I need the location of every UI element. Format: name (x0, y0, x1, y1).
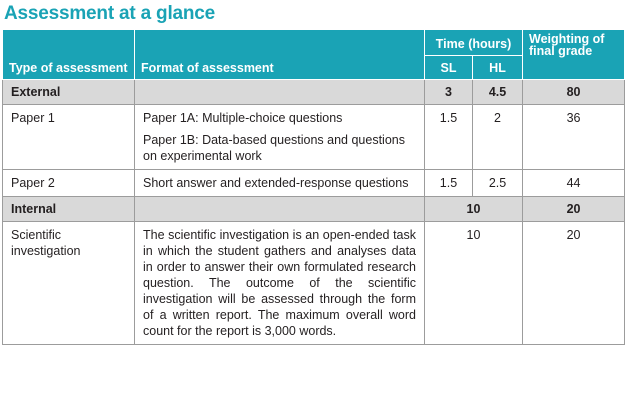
header-sl: SL (425, 56, 473, 80)
assessment-table (2, 29, 625, 345)
investigation-label: Scientific investigation (3, 222, 135, 345)
paper2-format: Short answer and extended-response questions (135, 170, 425, 197)
external-format (135, 80, 425, 105)
paper2-hl: 2.5 (473, 170, 523, 197)
paper1-format (135, 105, 425, 170)
paper1-sl: 1.5 (425, 105, 473, 170)
investigation-format: The scientific investigation is an open-ended task in which the student gathers and analyses data in order to answer their own formulated research question. The outcome of the scientific investigation will be assessed through the form of a written report. The maximum overall word count for the report is 3,000 words. (135, 222, 425, 345)
paper2-weight: 44 (523, 170, 625, 197)
table-row-paper2 (3, 170, 625, 197)
investigation-time: 10 (425, 222, 523, 345)
internal-time: 10 (425, 197, 523, 222)
paper1-hl: 2 (473, 105, 523, 170)
table-row-paper1 (3, 105, 625, 170)
paper2-label: Paper 2 (3, 170, 135, 197)
paper1-label: Paper 1 (3, 105, 135, 170)
table-row-internal (3, 197, 625, 222)
external-hl: 4.5 (473, 80, 523, 105)
table-row-investigation (3, 222, 625, 345)
investigation-weight: 20 (523, 222, 625, 345)
header-hl: HL (473, 56, 523, 80)
paper2-sl: 1.5 (425, 170, 473, 197)
external-sl: 3 (425, 80, 473, 105)
header-weighting: Weighting of final grade (523, 30, 625, 80)
table-row-external (3, 80, 625, 105)
paper1-format-a: Paper 1A: Multiple-choice questions (143, 111, 343, 125)
paper1-weight: 36 (523, 105, 625, 170)
internal-label: Internal (3, 197, 135, 222)
internal-weight: 20 (523, 197, 625, 222)
external-weight: 80 (523, 80, 625, 105)
external-label: External (3, 80, 135, 105)
header-time-hours: Time (hours) (425, 30, 523, 56)
header-format-of-assessment: Format of assessment (135, 30, 425, 80)
paper1-format-b: Paper 1B: Data-based questions and questions on experimental work (143, 133, 405, 163)
page-title: Assessment at a glance (4, 3, 216, 24)
header-type-of-assessment: Type of assessment (3, 30, 135, 80)
internal-format (135, 197, 425, 222)
